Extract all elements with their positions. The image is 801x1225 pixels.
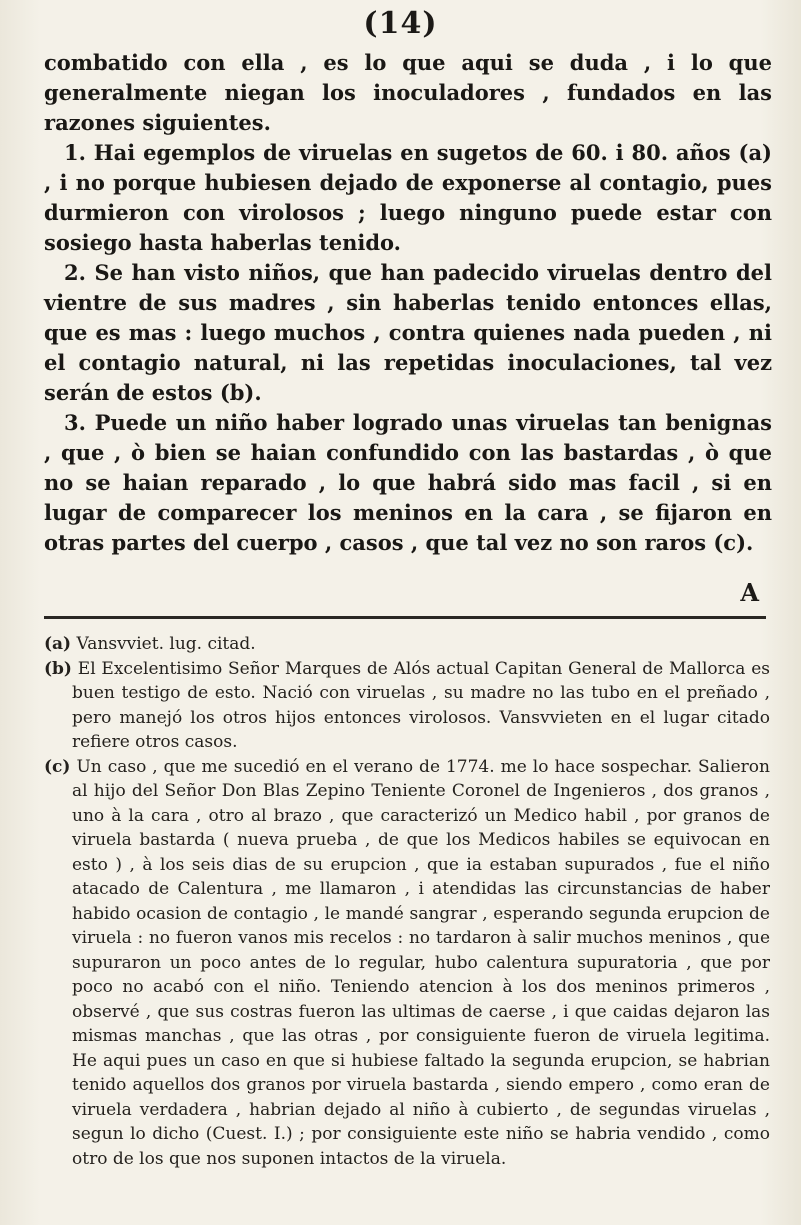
footnote-b xyxy=(44,657,770,755)
footnote-c-mark: (c) xyxy=(44,756,71,777)
footnote-divider xyxy=(44,616,766,619)
footnote-b-text: El Excelentisimo Señor Marques de Alós actual Capitan General de Mallorca es buen testigo de esto. Nació con viruelas , su madre no las tubo en el preñado , pero manejó los otros hijos entonces virolosos. Vansvvieten en el lugar citado refiere otros casos. xyxy=(72,658,770,752)
footnotes xyxy=(44,632,770,1171)
reason-1: 1. Hai egemplos de viruelas en sugetos de 60. i 80. años (a) , i no porque hubiesen dejado de exponerse al contagio, pues durmieron con virolosos ; luego ninguno puede estar con sosiego hasta haberlas tenido. xyxy=(44,140,772,255)
footnote-c xyxy=(44,755,770,1172)
footnote-a-text: Vansvviet. lug. citad. xyxy=(76,634,256,654)
footnote-c-text: Un caso , que me sucedió en el verano de 1774. me lo hace sospechar. Salieron al hijo del Señor Don Blas Zepino Teniente Coronel de Ingenieros , dos granos , uno à la cara , otro al brazo , que caracterizó un Medico habil , por granos de viruela bastarda ( nueva prueba , de que los Medicos habiles se equivocan en esto ) , à los seis dias de su erupcion , que ia estaban supurados , fue el niño atacado de Calentura , me llamaron , i atendidas las circunstancias de haber habido ocasion de contagio , le mandé sangrar , esperando segunda erupcion de viruela : no fueron vanos mis recelos : no tardaron à salir muchos meninos , que supuraron un poco antes de lo regular, hubo calentura supuratoria , que por poco no acabó con el niño. Teniendo atencion à los dos meninos primeros , observé , que sus costras fueron las ultimas de caerse , i que caidas dejaron las mismas manchas , que las otras , por consiguiente fueron de viruela legitima. He aqui pues un caso en que si hubiese faltado la segunda erupcion, se habrian tenido aquellos dos granos por viruela bastarda , siendo empero , como eran de viruela verdadera , habrian dejado al niño à cubierto , de segundas viruelas , segun lo dicho (Cuest. I.) ; por consiguiente este niño se habria vendido , como otro de los que nos suponen intactos de la viruela. xyxy=(72,756,770,1169)
main-text xyxy=(44,48,772,558)
footnote-b-mark: (b) xyxy=(44,658,72,679)
reason-3: 3. Puede un niño haber logrado unas viruelas tan benignas , que , ò bien se haian confundido con las bastardas , ò que no se haian reparado , lo que habrá sido mas facil , si en lugar de comparecer los meninos en la cara , se fijaron en otras partes del cuerpo , casos , que tal vez no son raros (c). xyxy=(44,410,772,555)
footnote-a-mark: (a) xyxy=(44,634,72,654)
footnote-a xyxy=(44,632,770,657)
reason-2: 2. Se han visto niños, que han padecido viruelas dentro del vientre de sus madres , sin haberlas tenido entonces ellas, que es mas : luego muchos , contra quienes nada pueden , ni el contagio natural, ni las repetidas inoculaciones, tal vez serán de estos (b). xyxy=(44,260,772,405)
catchword: A xyxy=(740,578,759,607)
intro-paragraph: combatido con ella , es lo que aqui se duda , i lo que generalmente niegan los inoculadores , fundados en las razones siguientes. xyxy=(44,50,772,135)
page-number: (14) xyxy=(363,6,438,41)
